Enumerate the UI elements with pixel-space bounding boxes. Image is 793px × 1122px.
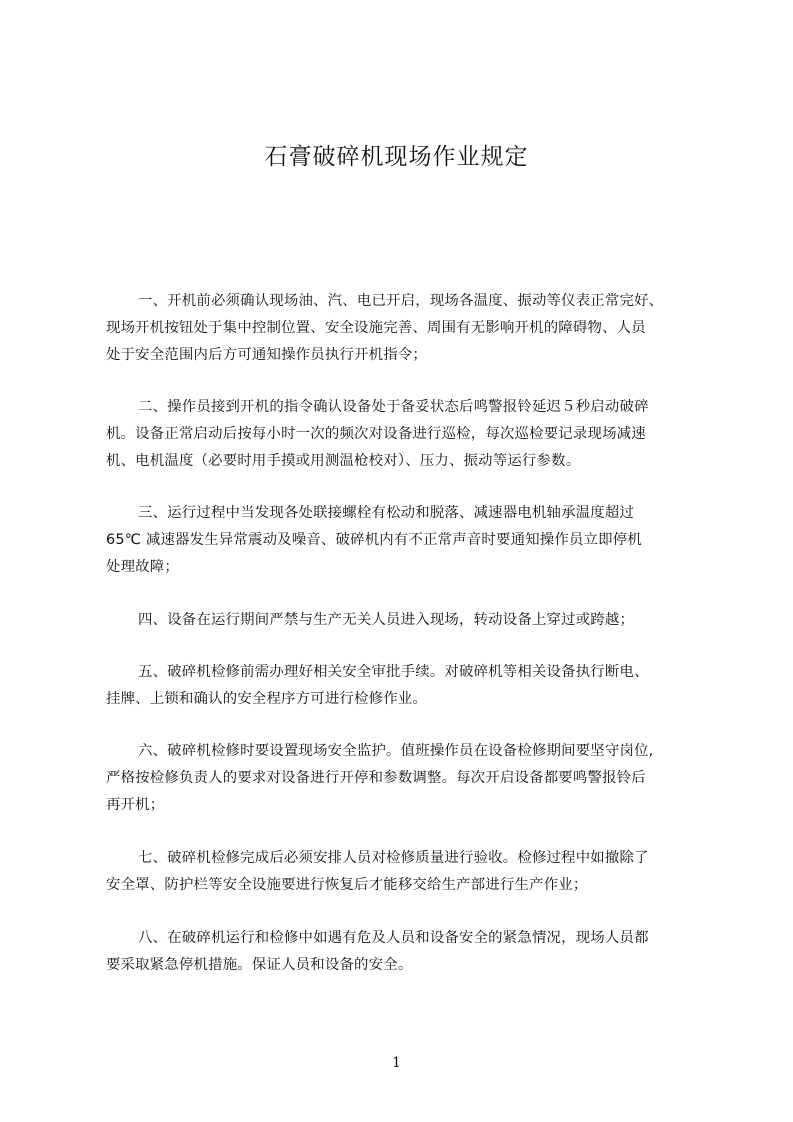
section-line: 再开机；	[106, 797, 165, 813]
section-3	[106, 500, 696, 581]
page-title: 石膏破碎机现场作业规定	[264, 144, 529, 170]
section-line: 三、运行过程中当发现各处联接螺栓有松动和脱落、减速器电机轴承温度超过	[138, 505, 635, 521]
section-line: 现场开机按钮处于集中控制位置、安全设施完善、周围有无影响开机的障碍物、人员	[106, 320, 646, 336]
section-8	[106, 925, 696, 979]
section-line: 一、开机前必须确认现场油、汽、电已开启，现场各温度、振动等仪表正常完好、	[138, 293, 664, 309]
section-line: 机。设备正常启动后按每小时一次的频次对设备进行巡检，每次巡检要记录现场减速	[106, 426, 646, 442]
section-line: 处于安全范围内后方可通知操作员执行开机指令；	[106, 347, 427, 363]
section-line: 二、操作员接到开机的指令确认设备处于备妥状态后鸣警报铃延迟５秒启动破碎	[138, 399, 649, 415]
section-line: 八、在破碎机运行和检修中如遇有危及人员和设备安全的紧急情况，现场人员都	[138, 930, 649, 946]
section-2	[106, 394, 696, 475]
section-1	[106, 288, 696, 369]
section-line: 六、破碎机检修时要设置现场安全监护。值班操作员在设备检修期间要坚守岗位,	[138, 743, 654, 759]
section-line: 安全罩、防护栏等安全设施要进行恢复后才能移交给生产部进行生产作业；	[106, 877, 588, 893]
section-line: 挂牌、上锁和确认的安全程序方可进行检修作业。	[106, 691, 427, 707]
section-line: 要采取紧急停机措施。保证人员和设备的安全。	[106, 957, 413, 973]
section-line: 五、破碎机检修前需办理好相关安全审批手续。对破碎机等相关设备执行断电、	[138, 664, 649, 680]
section-5	[106, 659, 696, 713]
section-line: 65℃ 减速器发生异常震动及噪音、破碎机内有不正常声音时要通知操作员立即停机	[106, 532, 642, 548]
section-line: 处理故障；	[106, 559, 179, 575]
section-6	[106, 738, 696, 819]
section-line: 四、设备在运行期间严禁与生产无关人员进入现场，转动设备上穿过或跨越；	[138, 612, 635, 628]
section-line: 机、电机温度（必要时用手摸或用测温枪校对）、压力、振动等运行参数。	[106, 453, 581, 469]
section-7	[106, 845, 696, 899]
page-number: 1	[392, 1055, 401, 1071]
section-4	[106, 607, 696, 634]
section-line: 严格按检修负责人的要求对设备进行开停和参数调整。每次开启设备都要鸣警报铃后	[106, 770, 646, 786]
section-line: 七、破碎机检修完成后必须安排人员对检修质量进行验收。检修过程中如撤除了	[138, 850, 649, 866]
